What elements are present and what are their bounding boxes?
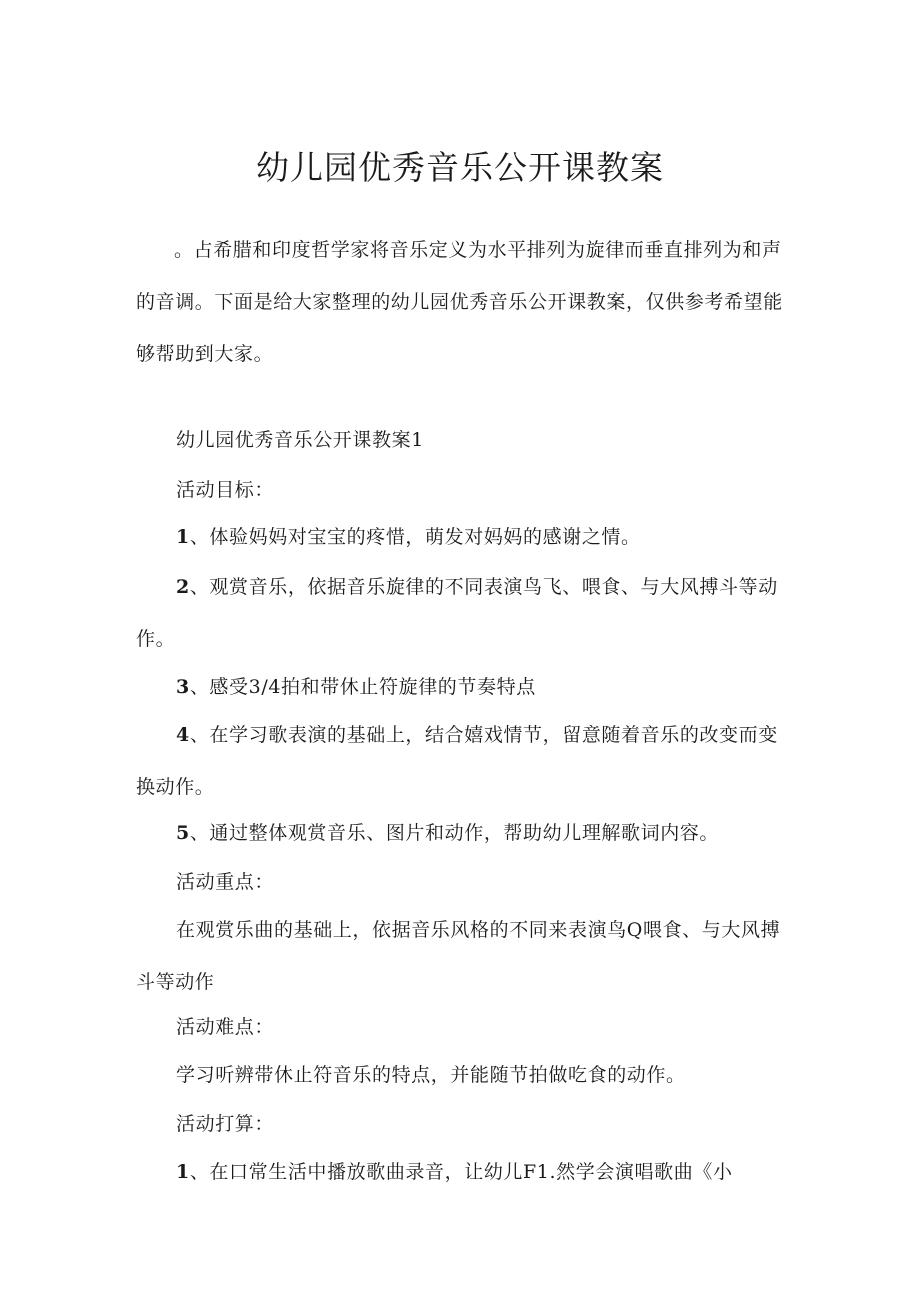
goal-number: 3 (176, 676, 190, 698)
goal-item-5 (136, 807, 792, 859)
goal-item-4 (136, 709, 792, 813)
goal-item-1 (136, 511, 792, 563)
prep-text: 、在口常生活中播放歌曲录音，让幼儿F1.然学会演唱歌曲《小 (189, 1161, 733, 1183)
intro-paragraph: 。占希腊和印度哲学家将音乐定义为水平排列为旋律而垂直排列为和声的音调。下面是给大家整理的幼儿园优秀音乐公开课教案，仅供参考希望能够帮助到大家。 (136, 239, 783, 365)
goal-number: 4 (176, 724, 190, 746)
goal-text: 、通过整体观赏音乐、图片和动作，帮助幼儿理解歌词内容。 (189, 822, 720, 844)
difficulty-heading: 活动难点： (176, 1016, 275, 1038)
goal-item-3 (136, 661, 792, 713)
goal-number: 1 (176, 526, 190, 548)
goal-item-2 (136, 561, 792, 665)
goal-number: 5 (176, 822, 190, 844)
difficulty-text: 学习听辨带休止符音乐的特点，并能随节拍做吃食的动作。 (176, 1064, 686, 1086)
goal-text: 、感受3/4拍和带休止符旋律的节奏特点 (189, 676, 536, 698)
prep-heading: 活动打算： (176, 1113, 275, 1135)
key-text: 在观赏乐曲的基础上，依据音乐风格的不同来表演鸟Q喂食、与大风搏斗等动作 (136, 919, 781, 993)
section-title: 幼儿园优秀音乐公开课教案1 (176, 429, 424, 451)
goal-number: 2 (176, 576, 190, 598)
goal-text: 、在学习歌表演的基础上，结合嬉戏情节，留意随着音乐的改变而变换动作。 (136, 724, 778, 798)
prep-item-1 (136, 1146, 792, 1198)
goal-text: 、观赏音乐，依据音乐旋律的不同表演鸟飞、喂食、与大风搏斗等动作。 (136, 576, 778, 650)
prep-number: 1 (176, 1161, 190, 1183)
goals-heading: 活动目标： (176, 479, 275, 501)
document-title: 幼儿园优秀音乐公开课教案 (256, 148, 664, 187)
key-heading: 活动重点： (176, 871, 275, 893)
goal-text: 、体验妈妈对宝宝的疼惜，萌发对妈妈的感谢之情。 (189, 526, 641, 548)
